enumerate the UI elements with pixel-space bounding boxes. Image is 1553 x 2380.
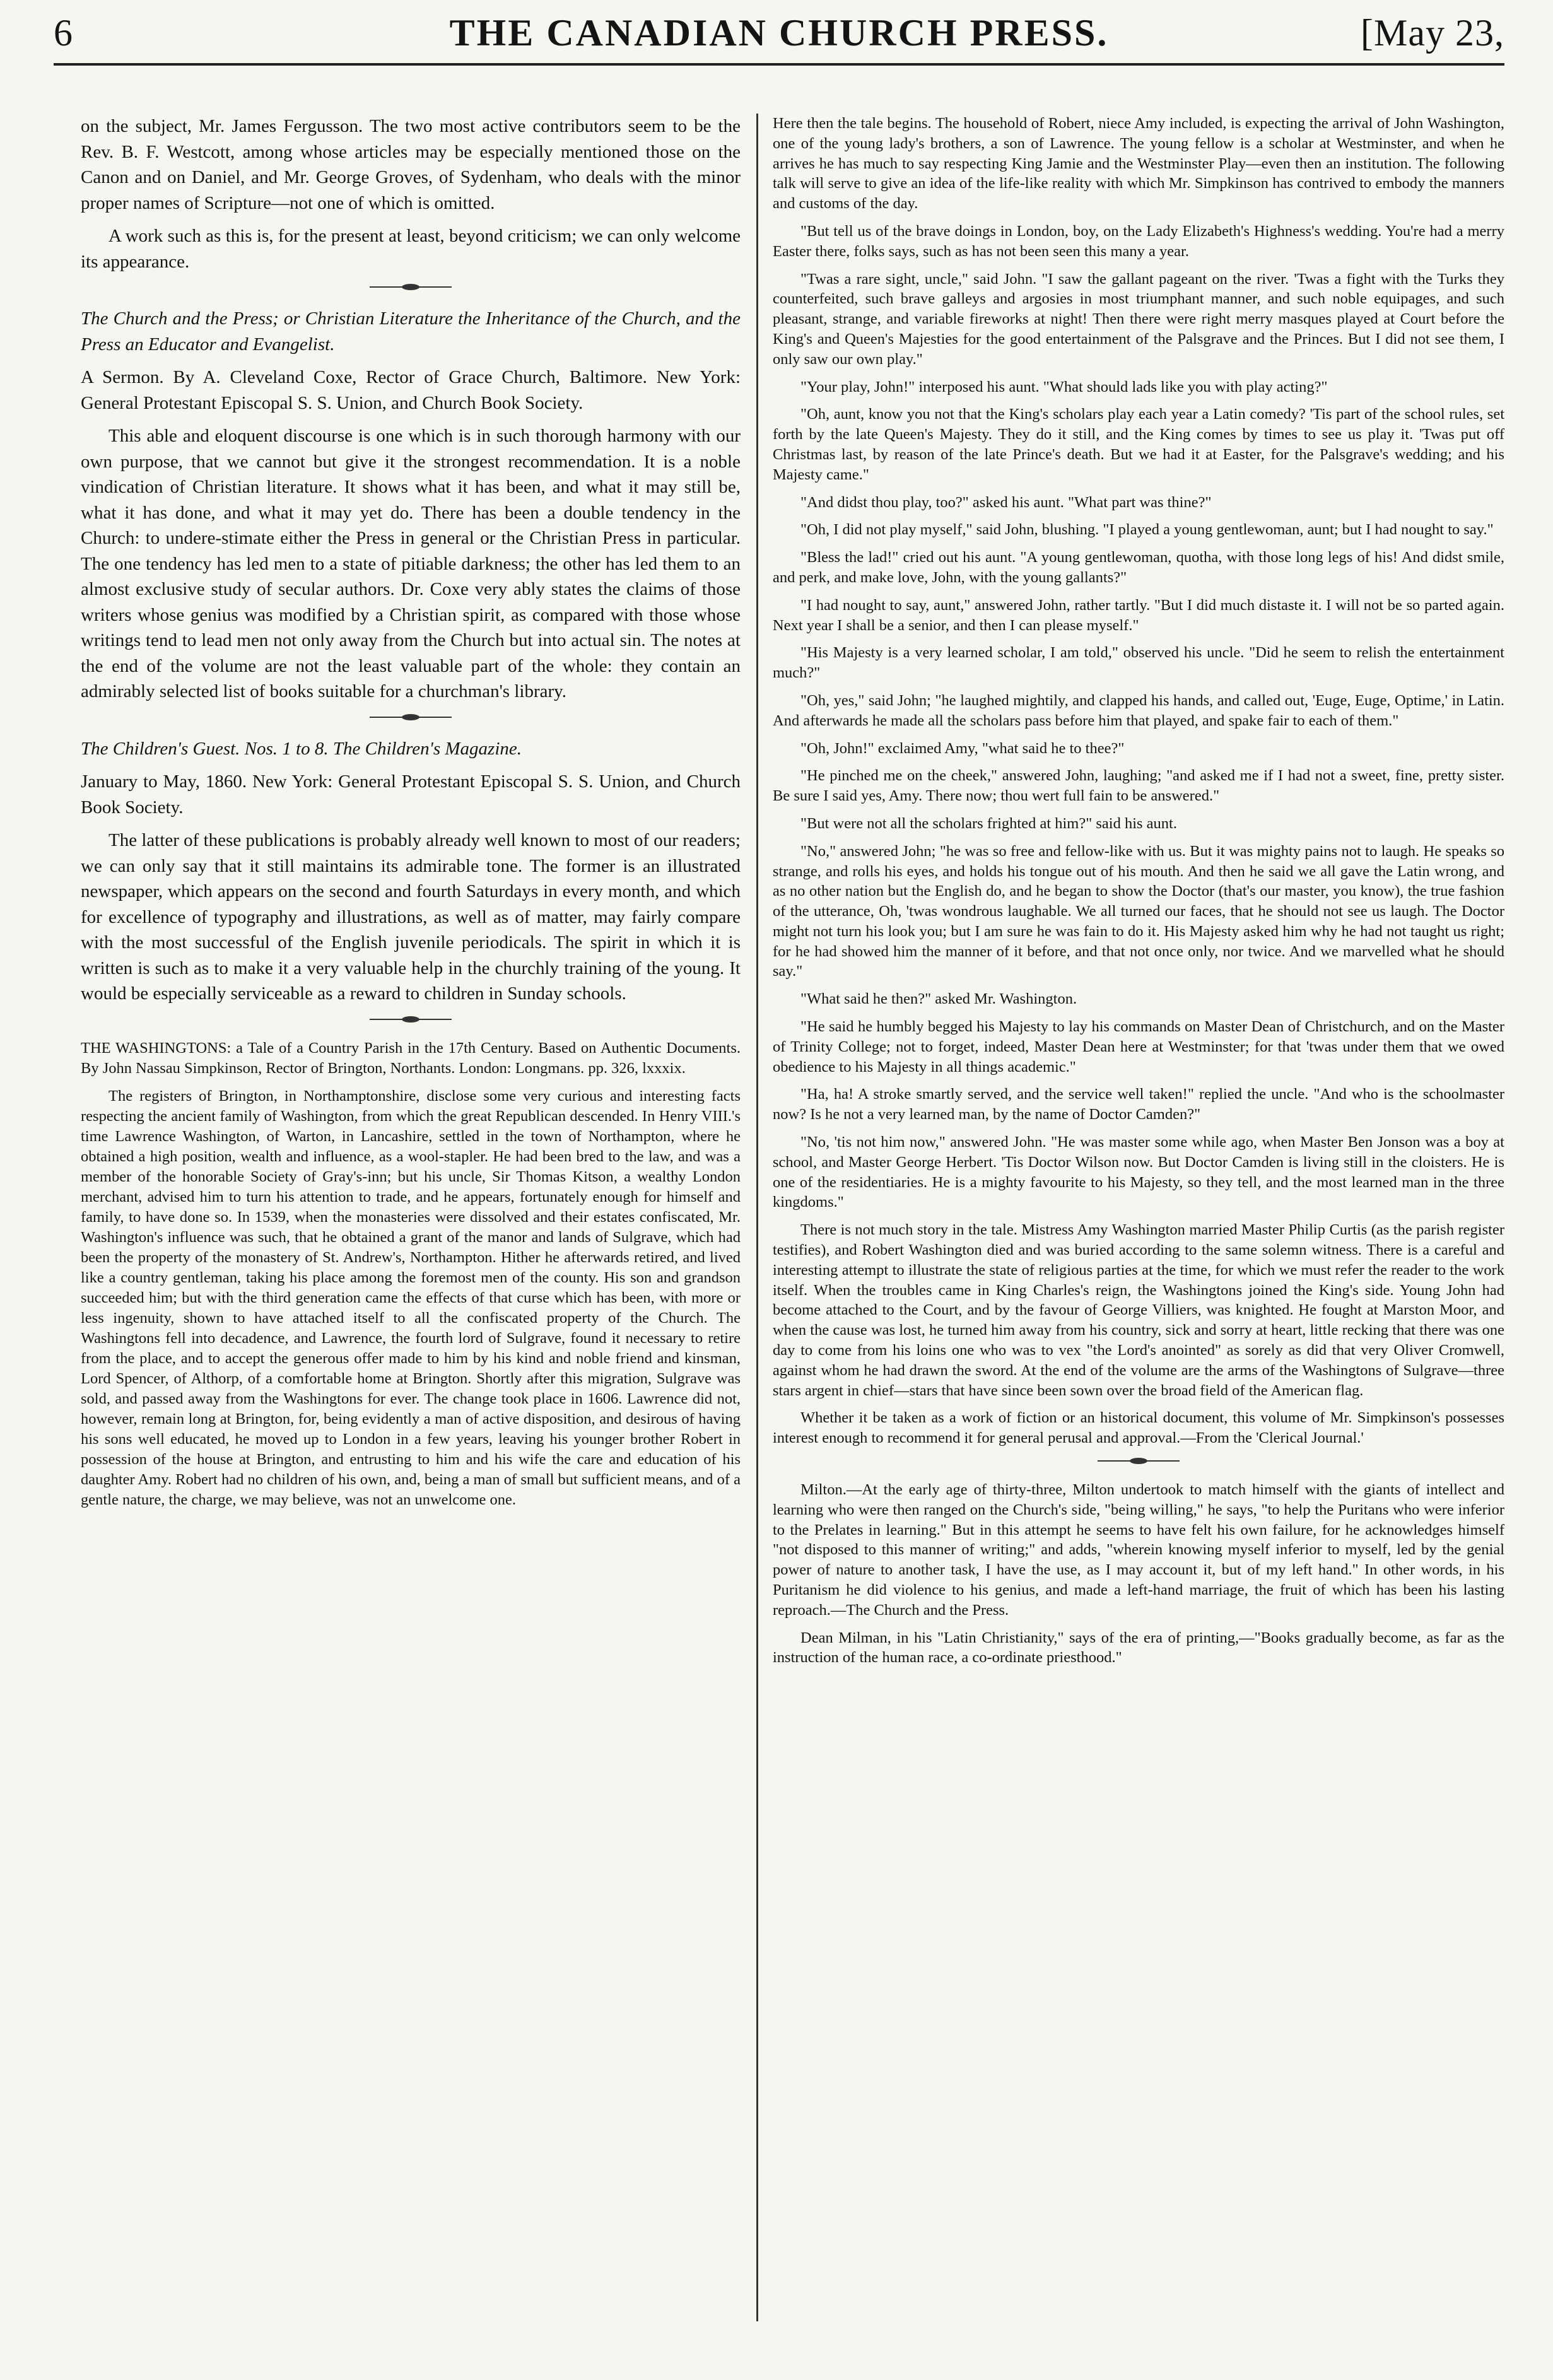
page-header — [54, 6, 1504, 61]
article-conclusion: Whether it be taken as a work of fiction or an historical document, this volume of Mr. Simpkinson's possesses interest enough to recommend it for general perusal and approval.—From the 'Clerical Journal.' — [773, 1409, 1504, 1447]
dialogue-paragraph: "Your play, John!" interposed his aunt. "What should lads like you with play acting?" — [800, 378, 1328, 396]
dialogue-paragraph: "No," answered John; "he was so free and fellow-like with us. But it was mighty pains not to laugh. He speaks so strange, and rolls his eyes, and holds his tongue out of his mouth. And then he said we all gave the Latin wrong, and as no other nation but the English do, and he began to show the Doctor (that's our master, you know), the true fashion of the utterance, Oh, 'twas wondrous laughable. We all turned our faces, that he should not see us laugh. The Doctor might not turn his look you; but I am sure he was fain to do it. His Majesty asked him why he had not taught us right; for he had showed him the manner of it before, and that not once only, nor twice. And we marvelled what he should say." — [773, 842, 1504, 980]
article-paragraph: There is not much story in the tale. Mistress Amy Washington married Master Philip Curtis (as the parish register testifies), and Robert Washington died and was buried according to the same solemn witness. There is a careful and interesting attempt to illustrate the state of religious parties at the time, for which we must refer the reader to the work itself. When the troubles came in King Charles's reign, the Washingtons joined the King's side. Young John had become attached to the Court, and by the favour of George Villiers, was knighted. He fought at Marston Moor, and when the cause was lost, he turned him away from his country, sick and sorry at heart, little recking that there was one day to come from his loins one who was to vex "the Lord's anointed" as sorely as did that very Oliver Cromwell, against whom he had drawn the sword. At the end of the volume are the arms of the Washingtons of Sulgrave—three stars argent in chief—stars that have since been sown over the broad field of the American flag. — [773, 1221, 1504, 1399]
newspaper-title: THE CANADIAN CHURCH PRESS. — [449, 12, 1109, 54]
header-rule — [54, 63, 1504, 66]
review-body: This able and eloquent discourse is one which is in such thorough harmony with our own purpose, that we cannot but give it the strongest recommendation. It is a noble vindication of Christian literature. It shows what it has been, and what it may still be, what it has done, and what it may yet do. There has been a double tendency in the Church: to undere-stimate either the Press in general or the Christian Press in particular. The one tendency has led men to a state of pitiable darkness; the other has led them to an almost exclusive study of secular authors. Dr. Coxe very ably states the claims of those writers whose genius was modified by a Christian spirit, as compared with those whose writings tend to lead men not only away from the Church but into actual sin. The notes at the end of the volume are not the least valuable part of the whole: they contain an admirably selected list of books suitable for a churchman's library. — [81, 426, 741, 701]
dialogue-paragraph: "And didst thou play, too?" asked his aunt. "What part was thine?" — [800, 493, 1212, 511]
dialogue-paragraph: "Oh, aunt, know you not that the King's scholars play each year a Latin comedy? 'Tis part of the school rules, set forth by the late Queen's Majesty. They do it still, and the King comes by times to see us play it. 'Twas put off Christmas last, by reason of the late Prince's death. But we had it at Easter, for the Palsgrave's wedding; and his Majesty came." — [773, 406, 1504, 483]
page-number: 6 — [54, 12, 73, 54]
dialogue-paragraph: "No, 'tis not him now," answered John. "He was master some while ago, when Master Ben Jonson was a boy at school, and Master George Herbert. 'Tis Doctor Wilson now. But Doctor Camden is living still in the cloisters. He is one of the residentiaries. He is a mighty favourite to his Majesty, so they tell, and the most learned man in the three kingdoms." — [773, 1134, 1504, 1211]
section-separator — [81, 1016, 741, 1026]
intro-paragraph: on the subject, Mr. James Fergusson. The two most active contributors seem to be the Rev. B. F. Westcott, among whose articles may be especially mentioned those on the Canon and on Daniel, and Mr. George Groves, of Sydenham, who deals with the minor proper names of Scripture—not one of which is omitted. — [81, 116, 741, 213]
section-separator — [81, 713, 741, 724]
dialogue-paragraph: "He said he humbly begged his Majesty to lay his commands on Master Dean of Christchurch, and on the Master of Trinity College; not to forget, indeed, Master Dean here at Westminster; for that 'twas under them that we owed obedience to his Majesty in all things academic." — [773, 1018, 1504, 1076]
issue-date: [May 23, — [1361, 12, 1504, 54]
review-byline: A Sermon. By A. Cleveland Coxe, Rector of Grace Church, Baltimore. New York: General Protestant Episcopal S. S. Union, and Church Book Society. — [81, 367, 741, 413]
review-body: The registers of Brington, in Northamptonshire, disclose some very curious and interesting facts respecting the ancient family of Washington, from which the great Republican descended. In Henry VIII.'s time Lawrence Washington, of Warton, in Lancashire, settled in the town of Northampton, where he obtained a high position, wealth and influence, as a wool-stapler. He had been bred to the law, and was a member of the honorable Society of Gray's-inn; but his uncle, Sir Thomas Kitson, a wealthy London merchant, advised him to turn his attention to trade, and he appears, fortunately enough for himself and family, to have done so. In 1539, when the monasteries were dissolved and their estates confiscated, Mr. Washington's influence was such, that he obtained a grant of the manor and lands of Sulgrave, which had been the property of the monastery of St. Andrew's, Northampton. Hither he afterwards retired, and lived like a country gentleman, taking his place among the foremost men of the county. His son and grandson succeeded him; but with the third generation came the effects of that curse which has been, with more or less ingenuity, shown to have attached itself to all the confiscated property of the Church. The Washingtons fell into decadence, and Lawrence, the fourth lord of Sulgrave, found it necessary to retire from the place, and to accept the generous offer made to him by his kind and noble friend and kinsman, Lord Spencer, of Althorp, of a comfortable home at Brington. Shortly after this migration, Sulgrave was sold, and passed away from the Washingtons for ever. The change took place in 1606. Lawrence did not, however, remain long at Brington, for, being evidently a man of active disposition, and desirous of having his sons well educated, he moved up to London in a few years, leaving his younger brother Robert in possession of the house at Brington, and entrusting to him and his wife the care and education of his daughter Amy. Robert had no children of his own, and, being a man of small but sufficient means, and of a gentle nature, the charge, we may believe, was not an unwelcome one. — [81, 1087, 741, 1508]
dialogue-paragraph: "I had nought to say, aunt," answered John, rather tartly. "But I did much distaste it. I will not be so parted again. Next year I shall be a senior, and then I can please myself." — [773, 596, 1504, 634]
dialogue-paragraph: "Oh, yes," said John; "he laughed mightily, and clapped his hands, and called out, 'Euge, Euge, Optime,' in Latin. And afterwards he made all the scholars pass before him that played, and spake fair to each of them." — [773, 691, 1504, 729]
dialogue-paragraph: "But were not all the scholars frighted at him?" said his aunt. — [800, 814, 1177, 832]
milton-paragraph: Milton.—At the early age of thirty-three, Milton undertook to match himself with the giants of intellect and learning who were then ranged on the Church's side, "being willing," he says, "to help the Puritans who were inferior to the Prelates in learning." But in this attempt he seems to have felt his own failure, for he acknowledges himself "not disposed to this manner of writing;" and adds, "wherein knowing myself inferior to myself, led by the genial power of nature to another task, I have the use, as I may account it, but of my left hand." In other words, in his Puritanism he did violence to his genius, and made a left-hand marriage, the fruit of which has been his lasting reproach.—The Church and the Press. — [773, 1481, 1504, 1619]
section-separator — [773, 1457, 1504, 1467]
milman-paragraph: Dean Milman, in his "Latin Christianity," says of the era of printing,—"Books gradually become, as far as the instruction of the human race, a co-ordinate priesthood." — [773, 1629, 1504, 1667]
review-byline: January to May, 1860. New York: General Protestant Episcopal S. S. Union, and Church Book Society. — [81, 771, 741, 818]
review-heading: THE WASHINGTONS: a Tale of a Country Parish in the 17th Century. Based on Authentic Documents. By John Nassau Simpkinson, Rector of Brington, Northants. London: Longmans. pp. 326, lxxxix. — [81, 1039, 741, 1077]
dialogue-paragraph: "His Majesty is a very learned scholar, I am told," observed his uncle. "Did he seem to relish the entertainment much?" — [773, 644, 1504, 682]
intro-closing: A work such as this is, for the present at least, beyond criticism; we can only welcome its appearance. — [81, 226, 741, 272]
dialogue-paragraph: "Twas a rare sight, uncle," said John. "I saw the gallant pageant on the river. 'Twas a fight with the Turks they counterfeited, such brave galleys and argosies in most triumphant manner, and such noble equipages, and such pleasant, strange, and variable fireworks at night! Then there were right merry masques played at Court before the King's and Queen's Majesties for the good entertainment of the Palsgrave and the Princes. But I did not see them, I only saw our own play." — [773, 270, 1504, 368]
review-body: The latter of these publications is probably already well known to most of our readers; we can only say that it still maintains its admirable tone. The former is an illustrated newspaper, which appears on the second and fourth Saturdays in every month, and which for excellence of typography and illustrations, as well as of matter, may fairly compare with the most successful of the English juvenile periodicals. The spirit in which it is written is such as to make it a very valuable help in the churchly training of the young. It would be especially serviceable as a reward to children in Sunday schools. — [81, 830, 741, 1004]
column-rule — [756, 114, 758, 2321]
dialogue-paragraph: "He pinched me on the cheek," answered John, laughing; "and asked me if I had not a sweet, fine, pretty sister. Be sure I said yes, Amy. There now; thou wert full fain to be answered." — [773, 767, 1504, 805]
left-column — [81, 114, 741, 1518]
dialogue-paragraph: "Oh, I did not play myself," said John, blushing. "I played a young gentlewoman, aunt; but I had nought to say." — [800, 521, 1494, 539]
section-separator — [81, 283, 741, 293]
review-title: The Children's Guest. Nos. 1 to 8. The Children's Magazine. — [81, 738, 522, 759]
dialogue-paragraph: "But tell us of the brave doings in London, boy, on the Lady Elizabeth's Highness's wedding. You're had a merry Easter there, folks says, such as has not been seen this many a year. — [773, 222, 1504, 260]
right-column — [773, 114, 1504, 1675]
article-paragraph: Here then the tale begins. The household of Robert, niece Amy included, is expecting the arrival of John Washington, one of the young lady's brothers, a son of Lawrence. The young fellow is a scholar at Westminster, and when he arrives he has much to say respecting King Jamie and the Westminster Play—even then an institution. The following talk will serve to give an idea of the life-like reality with which Mr. Simpkinson has contrived to embody the manners and customs of the day. — [773, 115, 1504, 213]
dialogue-paragraph: "Bless the lad!" cried out his aunt. "A young gentlewoman, quotha, with those long legs of his! And didst smile, and perk, and make love, John, with the young gallants?" — [773, 549, 1504, 586]
dialogue-paragraph: "Oh, John!" exclaimed Amy, "what said he to thee?" — [800, 739, 1125, 757]
review-title: The Church and the Press; or Christian Literature the Inheritance of the Church, and the Press an Educator and Evangelist. — [81, 308, 741, 355]
dialogue-paragraph: "Ha, ha! A stroke smartly served, and the service well taken!" replied the uncle. "And who is the schoolmaster now? Is he not a very learned man, by the name of Doctor Camden?" — [773, 1086, 1504, 1123]
dialogue-paragraph: "What said he then?" asked Mr. Washington. — [800, 990, 1077, 1008]
